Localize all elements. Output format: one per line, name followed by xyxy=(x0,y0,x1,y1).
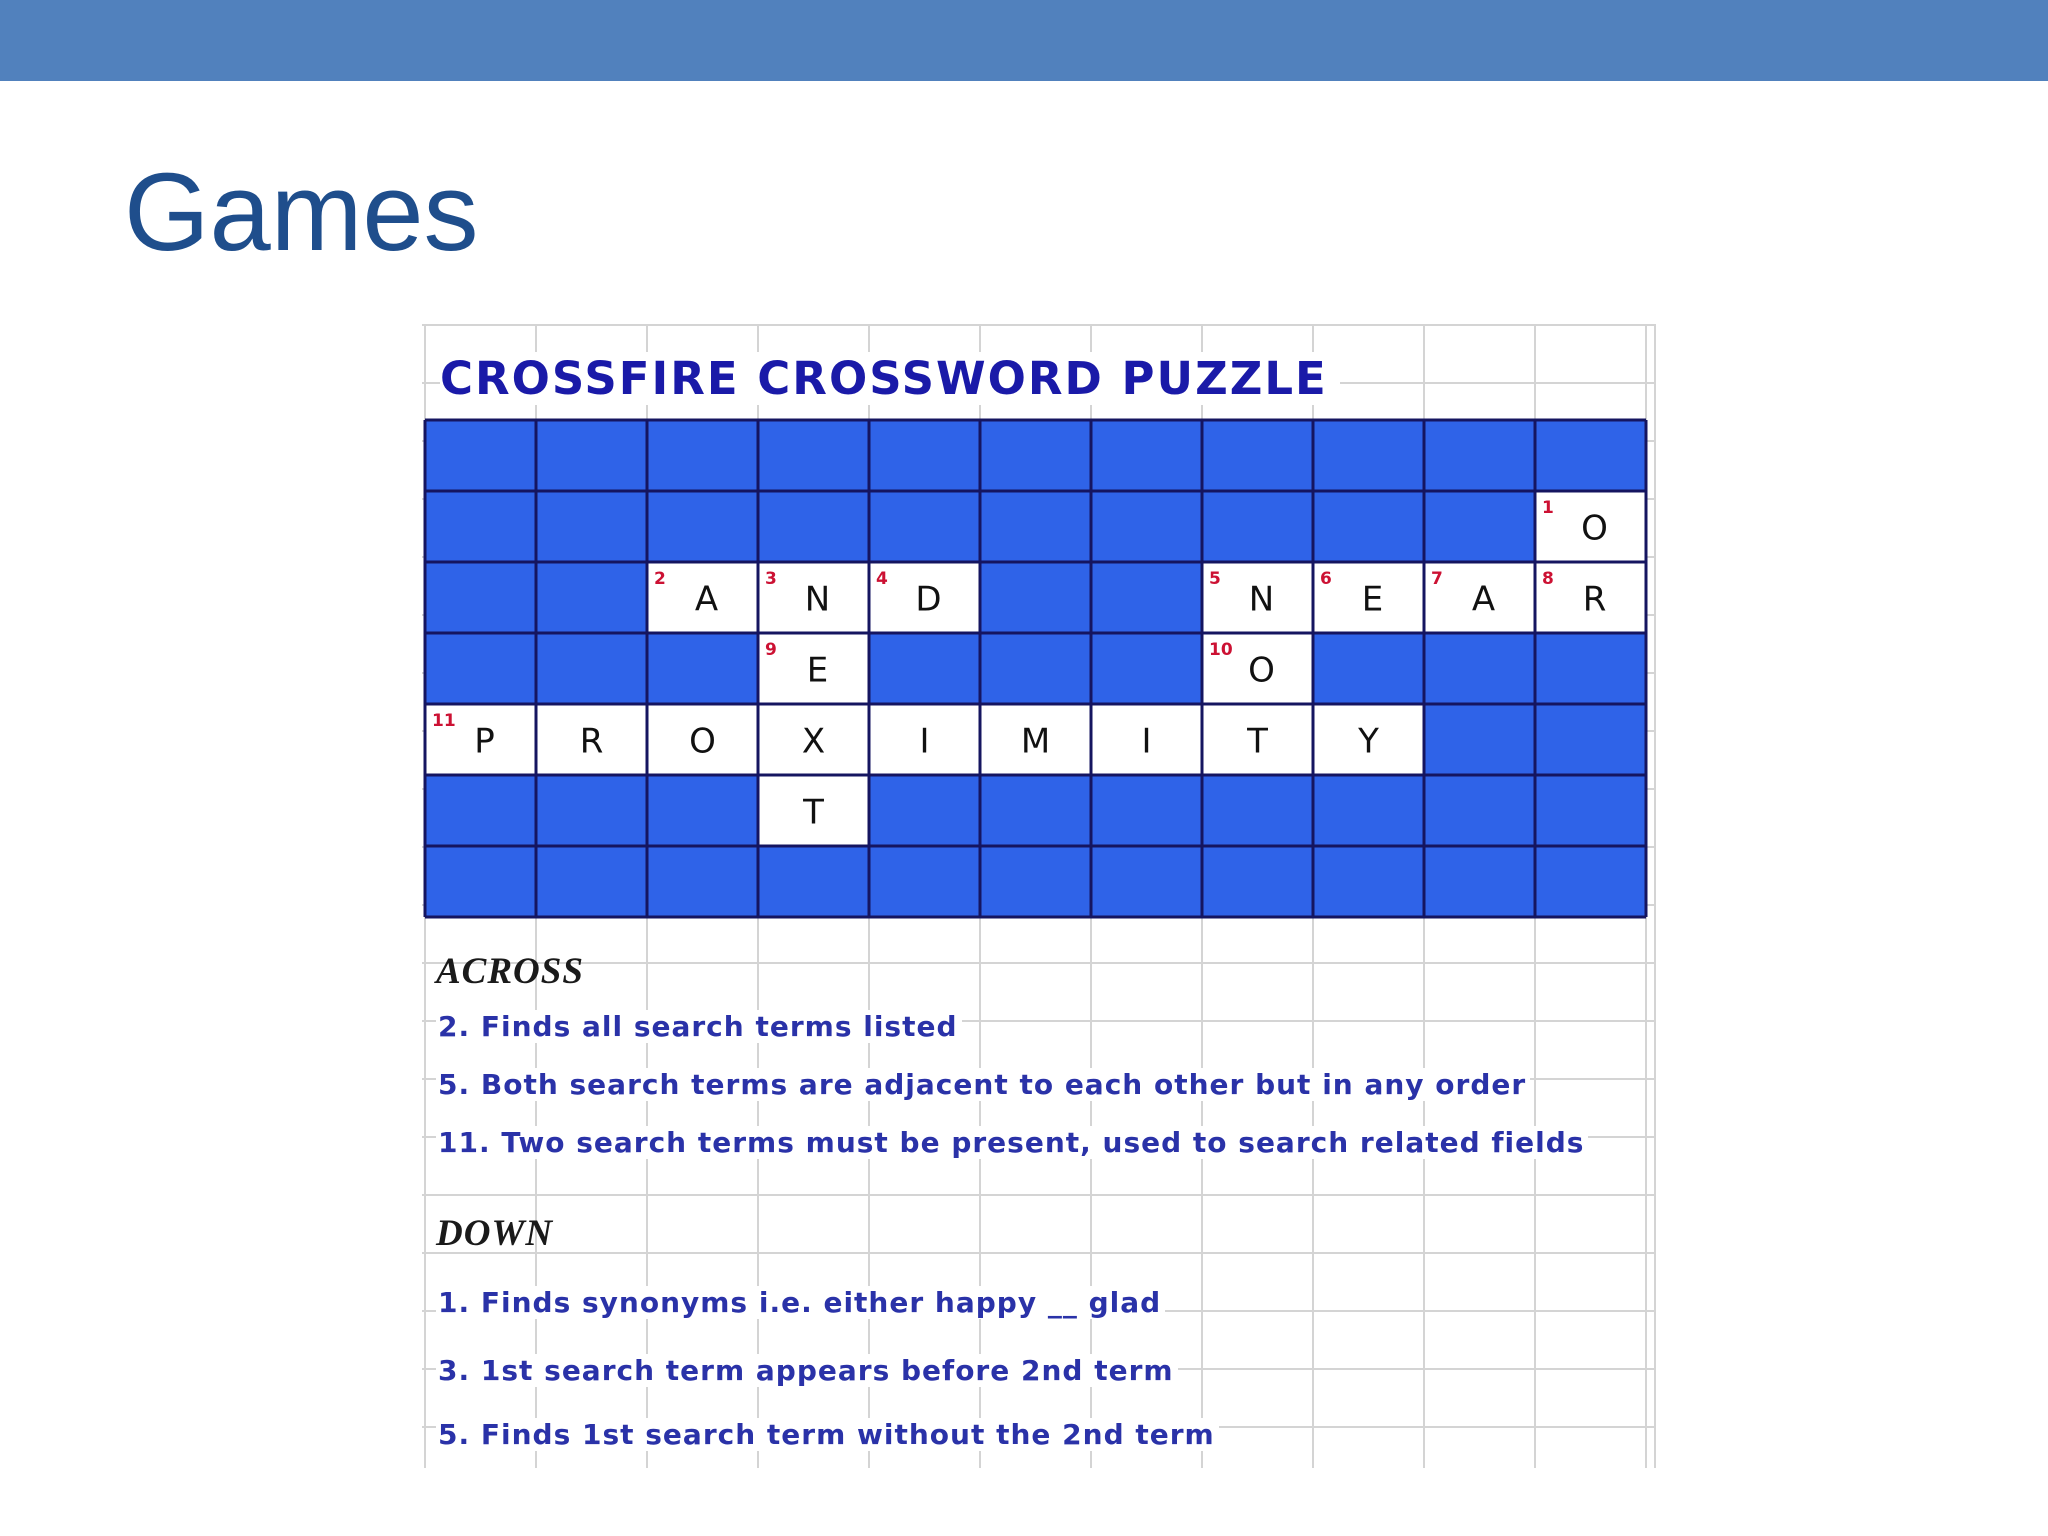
cell-letter: O xyxy=(1248,650,1275,691)
clue-number: 10 xyxy=(1209,640,1233,660)
cell-letter: R xyxy=(579,721,604,762)
cell-letter: P xyxy=(474,721,495,762)
cell-letter: M xyxy=(1020,721,1051,762)
cell-letter: E xyxy=(806,650,829,691)
cell-letter: I xyxy=(919,721,930,762)
cell-letter: I xyxy=(1141,721,1152,762)
clue-number: 9 xyxy=(765,640,777,660)
cell-letter: O xyxy=(1581,508,1608,549)
top-banner-bar xyxy=(0,0,2048,81)
cell-letter: A xyxy=(694,579,719,620)
clue-number: 1 xyxy=(1542,498,1554,518)
down-clue-1: 1. Finds synonyms i.e. either happy __ glad xyxy=(436,1286,1165,1319)
clue-number: 2 xyxy=(654,569,666,589)
clue-number: 5 xyxy=(1209,569,1221,589)
clue-number: 8 xyxy=(1542,569,1554,589)
down-heading: DOWN xyxy=(436,1213,554,1254)
clues-panel xyxy=(422,324,1654,1468)
cell-letter: O xyxy=(689,721,716,762)
cell-letter: X xyxy=(801,721,826,762)
clue-number: 6 xyxy=(1320,569,1332,589)
cell-letter: E xyxy=(1361,579,1384,620)
down-clue-3: 5. Finds 1st search term without the 2nd term xyxy=(436,1418,1219,1451)
across-clue-1: 2. Finds all search terms listed xyxy=(436,1010,962,1043)
cell-letter: Y xyxy=(1358,721,1379,762)
across-clue-3: 11. Two search terms must be present, used to search related fields xyxy=(436,1126,1588,1159)
puzzle-title: CROSSFIRE CROSSWORD PUZZLE xyxy=(440,352,1340,405)
cell-letter: A xyxy=(1471,579,1496,620)
clue-number: 3 xyxy=(765,569,777,589)
cell-letter: R xyxy=(1582,579,1607,620)
cell-letter: T xyxy=(1247,721,1268,762)
down-clue-2: 3. 1st search term appears before 2nd term xyxy=(436,1354,1178,1387)
clue-number: 11 xyxy=(432,711,456,731)
cell-letter: T xyxy=(803,792,824,833)
crossword-puzzle-image xyxy=(422,324,1656,1468)
across-clue-2: 5. Both search terms are adjacent to each other but in any order xyxy=(436,1068,1530,1101)
slide-title: Games xyxy=(124,151,479,274)
cell-letter: D xyxy=(915,579,942,620)
across-heading: ACROSS xyxy=(436,951,584,992)
clue-number: 4 xyxy=(876,569,888,589)
cell-letter: N xyxy=(1248,579,1275,620)
clue-number: 7 xyxy=(1431,569,1443,589)
cell-letter: N xyxy=(804,579,831,620)
